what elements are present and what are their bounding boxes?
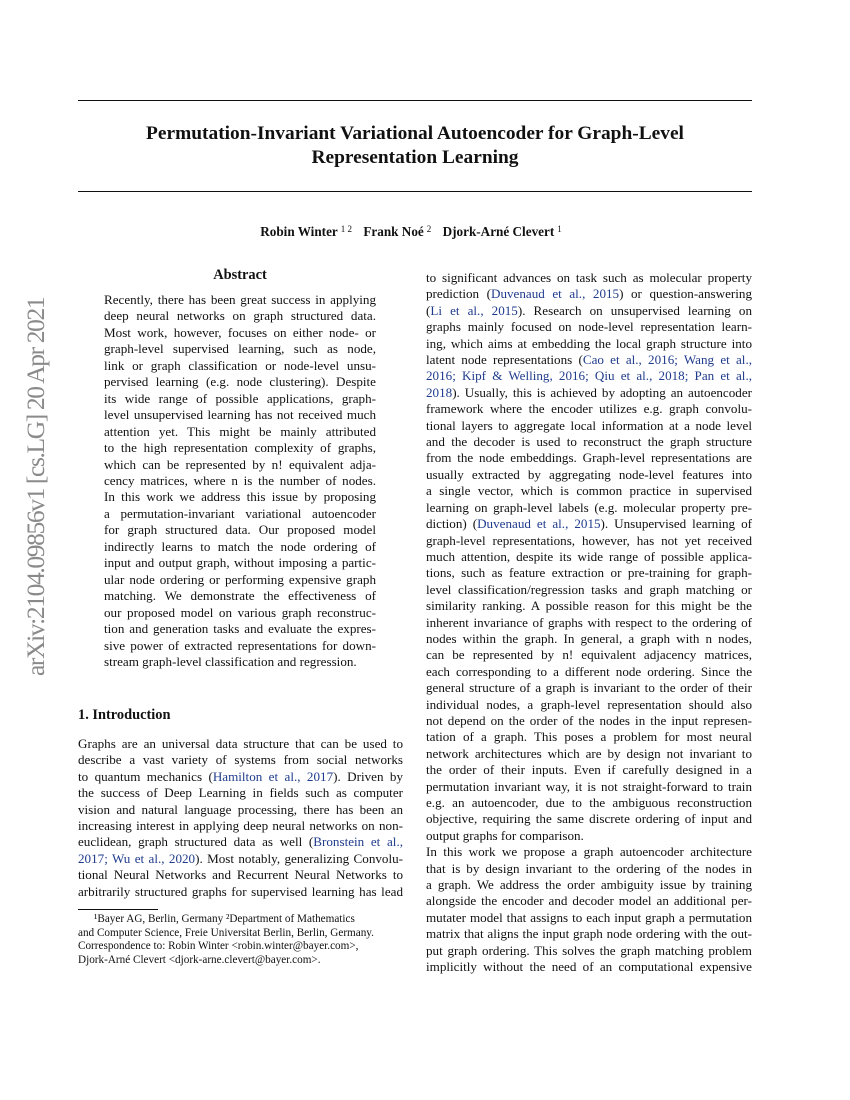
abstract-line: input and output graph, without imposing a partic- [104, 555, 376, 571]
text-segment: ). Driven by [333, 768, 404, 784]
text-segment: objective, requiring the same discrete ordering of input and [426, 811, 752, 827]
text-segment: to quantum mechanics ( [78, 768, 213, 784]
text-segment: ). Research on unsupervised learning on [517, 302, 752, 318]
text-segment: the order of their inputs. Even if carefully designed in a [426, 762, 752, 778]
text-line [426, 286, 752, 302]
text-segment: describe a vast variety of systems from social networks [78, 752, 403, 768]
text-line [78, 769, 403, 785]
footnote-line: ¹Bayer AG, Berlin, Germany ²Department of Mathematics [94, 913, 355, 925]
text-line [426, 565, 752, 581]
text-segment: permutation invariant way, it is not straight-forward to train [426, 778, 752, 794]
abstract-line: stream graph-level classification and regression. [104, 653, 357, 669]
abstract-line: tion and generation tasks and evaluate the expres- [104, 621, 376, 637]
text-segment: latent node representations ( [426, 352, 583, 368]
text-line [426, 450, 752, 466]
abstract-line: link or graph classification or node-level unsu- [104, 357, 376, 373]
text-segment: usually extracted by aggregating node-level features into [426, 466, 752, 482]
abstract-heading: Abstract [213, 267, 267, 283]
citation-link[interactable]: Cao et al., 2016; Wang et al., [582, 352, 752, 368]
text-segment: increasing interest in applying deep neural networks on non- [78, 818, 403, 834]
text-segment: tions, such as feature extraction or pre-training for graph- [426, 565, 752, 581]
abstract-line: sive power of extracted representations for down- [104, 637, 376, 653]
text-segment: framework where the encoder utilizes e.g. graph convolu- [426, 401, 752, 417]
text-line [78, 818, 403, 834]
text-segment: that is by design invariant to the ordering of the nodes in [426, 860, 752, 876]
text-line [78, 752, 403, 768]
text-line [426, 270, 752, 286]
text-segment: from the node embeddings. Graph-level representations are [426, 450, 752, 466]
text-segment: learning on graph-level labels (e.g. molecular property pre- [426, 499, 752, 515]
text-segment: put graph ordering. This solves the graph matching problem [426, 942, 752, 958]
abstract-line: In this work we address this issue by proposing [104, 489, 376, 505]
text-segment: the success of Deep Learning in fields such as computer [78, 785, 403, 801]
text-line [426, 467, 752, 483]
paper-title [78, 122, 752, 170]
text-segment: tional Neural Networks and Recurrent Neural Networks to [78, 867, 403, 883]
abstract-line: level unsupervised learning has not received much [104, 407, 376, 423]
text-segment: much attention, despite its wide range of possible applica- [426, 548, 752, 564]
footnote-line: Correspondence to: Robin Winter <robin.winter@bayer.com>, [78, 940, 359, 953]
text-line [426, 319, 752, 335]
author-name: Robin Winter [260, 224, 338, 239]
text-line [426, 729, 752, 745]
text-line [426, 910, 752, 926]
text-segment: graph-level representations, however, has not yet received [426, 532, 752, 548]
abstract-line: a permutation-invariant variational autoencoder [104, 505, 376, 521]
abstract-line: Recently, there has been great success in applying [104, 292, 376, 307]
title-line-2: Representation Learning [311, 147, 519, 168]
author-list [78, 220, 752, 241]
text-segment: ). Usually, this is achieved by adopting an autoencoder [452, 384, 752, 400]
text-segment: network architectures which are by design not invariant to [426, 745, 752, 761]
text-line [426, 664, 752, 680]
text-segment: level classification/regression tasks and graph matching or [426, 581, 752, 597]
text-line [426, 697, 752, 713]
text-line [426, 926, 752, 942]
text-line [426, 368, 752, 384]
text-segment: implicitly without the need of an computational expensive [426, 959, 752, 975]
text-segment: graphs mainly focused on node-level representation learn- [426, 319, 752, 335]
text-line [426, 844, 752, 860]
text-segment: not depend on the order of the nodes in the input represen- [426, 712, 752, 728]
text-line [426, 418, 752, 434]
text-segment: ing, which aims at embedding the local graph structure into [426, 335, 752, 351]
abstract-line: cency matrices, where n is the number of nodes. [104, 472, 376, 488]
text-segment: individual nodes, a graph-level representation should also [426, 696, 752, 712]
text-line [426, 828, 752, 844]
author-affiliation: 2 [426, 224, 432, 234]
text-line [426, 811, 752, 827]
text-segment: Graphs are an universal data structure that can be used to [78, 736, 403, 751]
text-segment: ( [426, 302, 431, 318]
text-line [426, 401, 752, 417]
text-line [78, 736, 403, 752]
text-line [426, 861, 752, 877]
footnote-rule [78, 909, 158, 910]
section-heading-introduction: 1. Introduction [78, 707, 171, 723]
text-line [78, 834, 403, 850]
arxiv-identifier-stamp [12, 296, 52, 676]
text-segment: inherent invariance of graphs with respect to the ordering of [426, 614, 752, 630]
text-segment: a graph. We address the order ambiguity issue by training [426, 877, 752, 893]
text-segment: ). Unsupervised learning of [600, 516, 752, 532]
citation-link[interactable]: 2016; Kipf & Welling, 2016; Qiu et al., 2018; Pan et al., [426, 368, 752, 384]
text-line [426, 533, 752, 549]
text-line [78, 785, 403, 801]
text-line [78, 867, 403, 883]
text-line [78, 884, 403, 900]
footnote-line: and Computer Science, Freie Universitat Berlin, Berlin, Germany. [78, 926, 374, 939]
text-line [426, 500, 752, 516]
text-segment: similarity ranking. A possible reason for this might be the [426, 598, 752, 614]
text-line [426, 385, 752, 401]
text-segment: nodes within the graph. In general, a graph with n nodes, [426, 630, 752, 646]
text-segment: each corresponding to a different node ordering. Since the [426, 663, 752, 679]
text-segment: euclidean, graph structured data as well ( [78, 834, 314, 850]
text-line [426, 303, 752, 319]
footnote-line: Djork-Arné Clevert <djork-arne.clevert@bayer.com>. [78, 953, 321, 966]
text-segment: ) or question-answering [619, 286, 752, 302]
text-line [78, 802, 403, 818]
text-line [426, 893, 752, 909]
text-line [426, 713, 752, 729]
text-segment: prediction ( [426, 286, 491, 302]
title-line-1: Permutation-Invariant Variational Autoencoder for Graph-Level [146, 123, 684, 144]
affiliation-footnote [78, 913, 403, 967]
text-line [426, 680, 752, 696]
text-segment: diction) ( [426, 516, 478, 532]
citation-link[interactable]: Duvenaud et al., 2015 [477, 516, 601, 532]
text-segment: mutater model that assigns to each input graph a permutation [426, 909, 752, 925]
author-affiliation: 1 2 [340, 224, 353, 234]
text-line [426, 959, 752, 975]
text-segment: e.g. an autoencoder, due to the ambiguous reconstruction [426, 795, 752, 810]
text-segment: output graphs for comparison. [426, 827, 584, 843]
text-line [426, 779, 752, 795]
text-segment: ). Most notably, generalizing Convolu- [195, 850, 403, 866]
abstract-line: which can be represented by n! equivalent adja- [104, 456, 376, 472]
abstract-line: to the high representation complexity of graphs, [104, 440, 376, 456]
title-top-rule [78, 100, 752, 101]
abstract-line: deep neural networks on graph structured data. [104, 308, 376, 324]
text-segment: general structure of a graph is invariant to the order of their [426, 680, 752, 696]
text-segment: tional layers to aggregate local information at a node level [426, 417, 752, 433]
citation-link[interactable]: Bronstein et al., [313, 834, 403, 850]
text-segment: arbitrarily structured graphs for supervised learning has lead [78, 883, 403, 899]
abstract-line: indirectly learns to match the node ordering of [104, 538, 376, 554]
text-segment: In this work we propose a graph autoencoder architecture [426, 844, 752, 860]
abstract-line: Most work, however, focuses on either node- or [104, 324, 376, 340]
author-affiliation: 1 [557, 224, 562, 234]
text-line [426, 631, 752, 647]
author-name: Frank Noé [363, 224, 424, 239]
text-segment: a single vector, which is common practice in supervised [426, 483, 752, 499]
text-line [426, 877, 752, 893]
text-line [426, 615, 752, 631]
text-line [426, 943, 752, 959]
text-line [426, 582, 752, 598]
introduction-body-right [426, 270, 752, 975]
introduction-body-left [78, 736, 403, 900]
text-line [78, 851, 403, 867]
abstract-line: pervised learning (e.g. node clustering). Despite [104, 374, 376, 390]
text-segment: and the decoder is used to reconstruct the graph structure [426, 434, 752, 450]
text-line [426, 483, 752, 499]
abstract-line: for graph structured data. Our proposed model [104, 522, 376, 538]
arxiv-identifier: arXiv:2104.09856v1 [cs.LG] 20 Apr 2021 [21, 296, 50, 676]
text-segment: alongside the encoder and decoder model an additional per- [426, 893, 752, 909]
text-line [426, 746, 752, 762]
text-segment: to significant advances on task such as molecular property [426, 270, 752, 285]
abstract-body [104, 292, 376, 670]
abstract-line: its wide range of possible applications, graph- [104, 390, 376, 406]
text-line [426, 762, 752, 778]
text-segment: can be represented by n! equivalent adjacency matrices, [426, 647, 752, 663]
text-segment: vision and natural language processing, there has been an [78, 801, 403, 817]
text-line [426, 434, 752, 450]
text-line [426, 549, 752, 565]
citation-link[interactable]: Hamilton et al., 2017 [212, 768, 334, 784]
citation-link[interactable]: 2018 [426, 384, 453, 400]
text-segment: matrix that aligns the input graph node ordering with the out- [426, 926, 752, 942]
citation-link[interactable]: Li et al., 2015 [430, 302, 518, 318]
text-line [426, 598, 752, 614]
abstract-line: our proposed model on various graph reconstruc- [104, 604, 376, 620]
author-name: Djork-Arné Clevert [442, 224, 555, 239]
text-line [426, 352, 752, 368]
text-line [426, 516, 752, 532]
abstract-line: attention yet. This might be mainly attributed [104, 423, 376, 439]
text-line [426, 795, 752, 811]
text-segment: tation of a graph. This poses a problem for most neural [426, 729, 752, 745]
citation-link[interactable]: 2017; Wu et al., 2020 [78, 850, 196, 866]
abstract-line: graph-level supervised learning, such as node, [104, 341, 376, 357]
abstract-line: ular node ordering or performing expensive graph [104, 571, 376, 587]
text-line [426, 336, 752, 352]
abstract-line: matching. We demonstrate the effectiveness of [104, 588, 376, 604]
text-line [426, 647, 752, 663]
citation-link[interactable]: Duvenaud et al., 2015 [491, 286, 620, 302]
title-bottom-rule [78, 191, 752, 192]
